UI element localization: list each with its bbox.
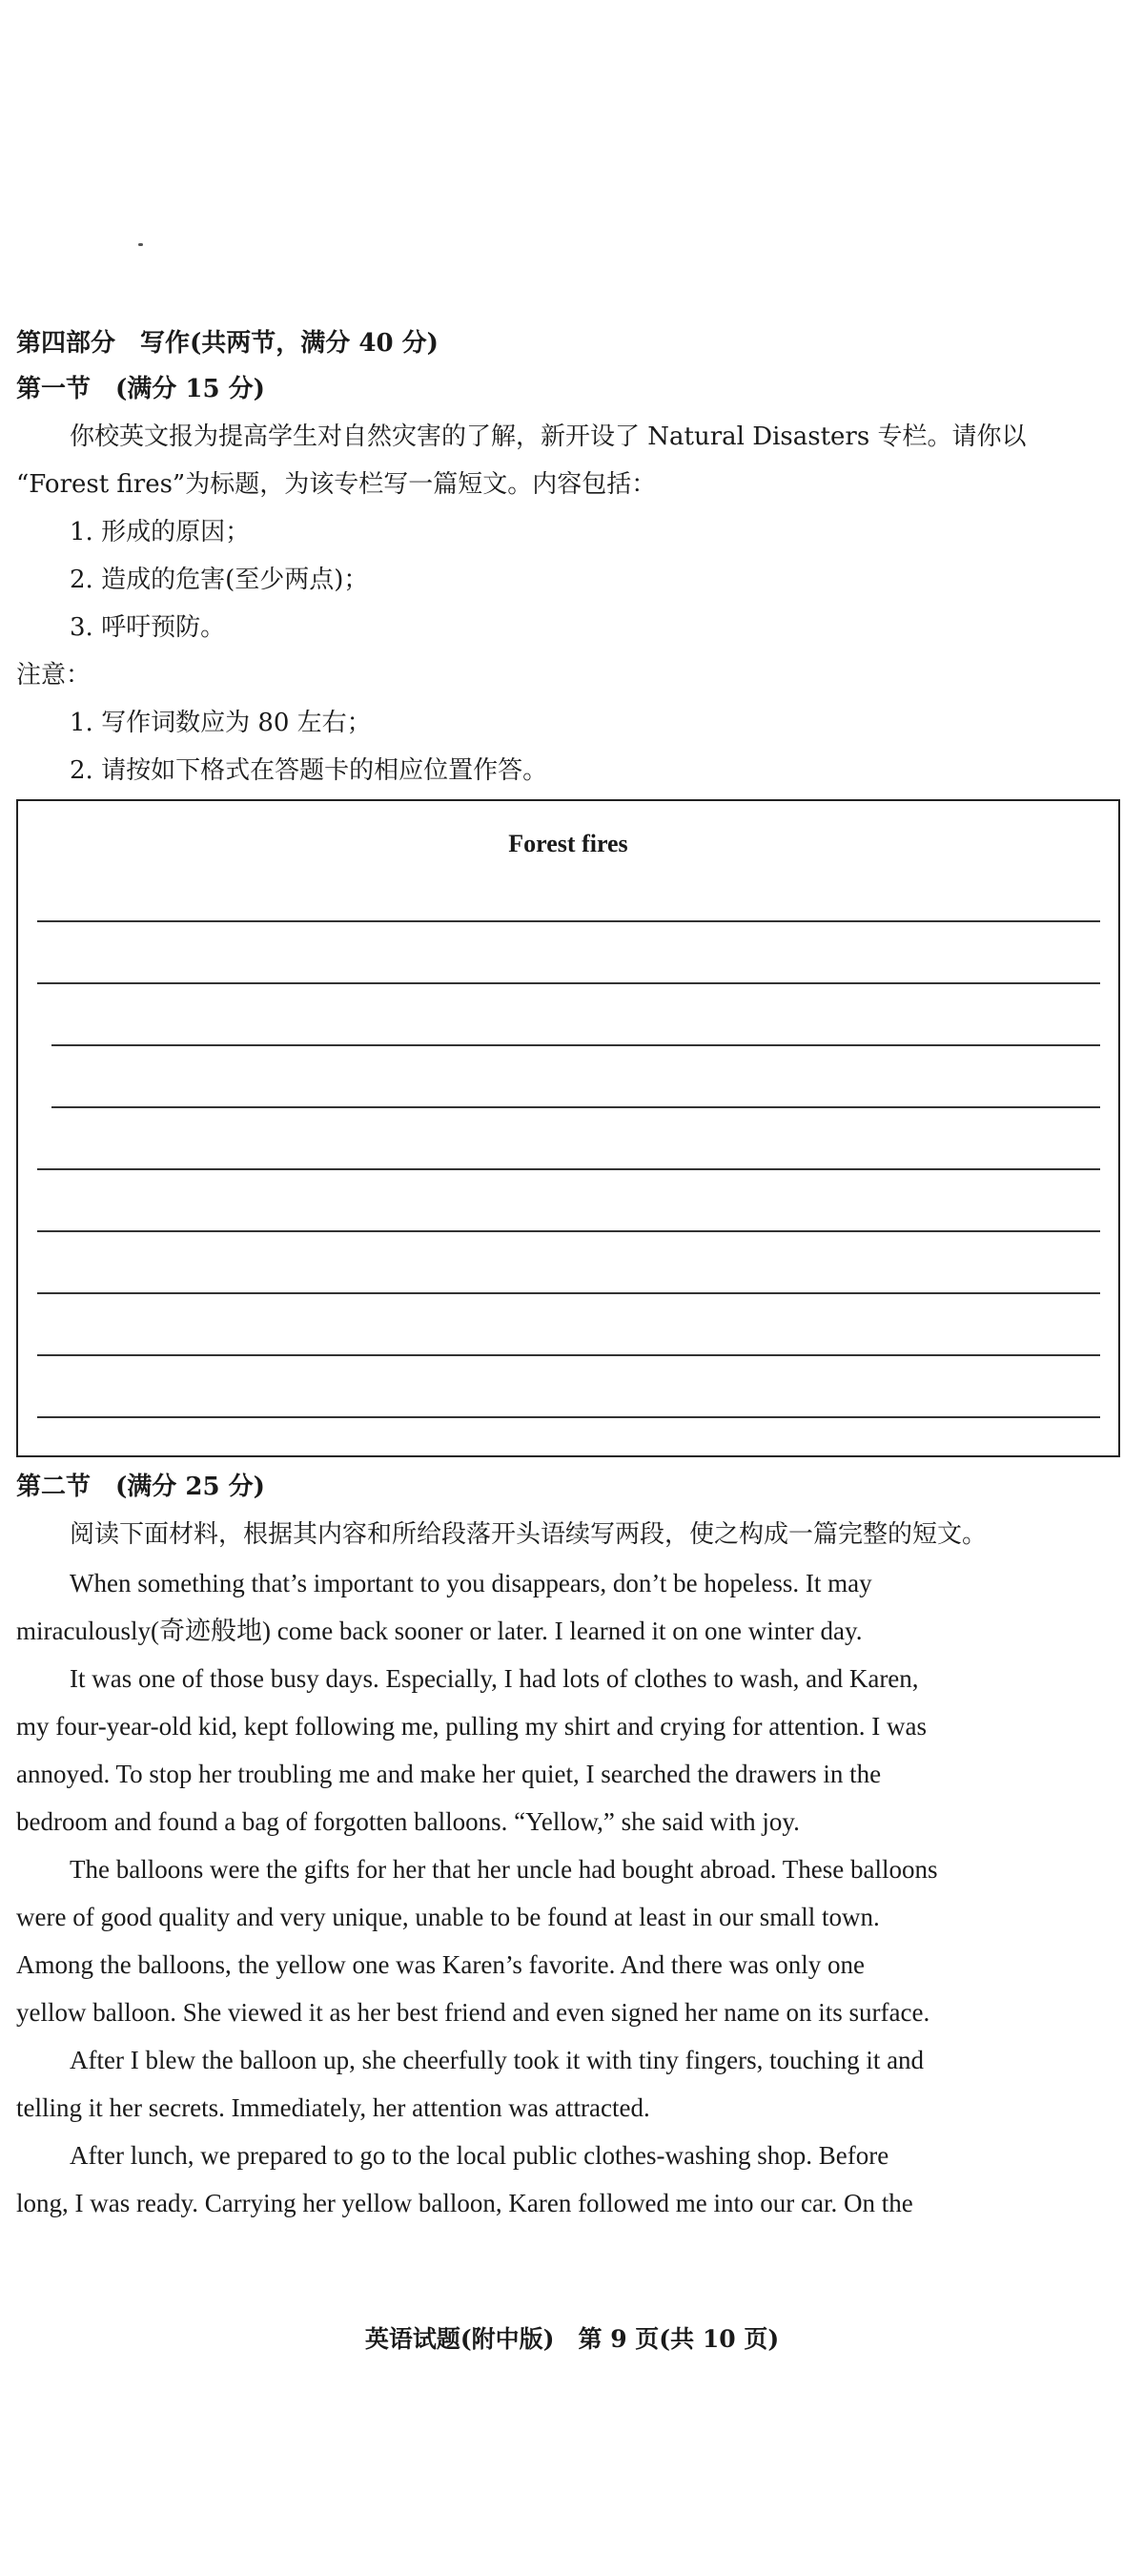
writing-line <box>37 1292 1100 1294</box>
prompt-line-2: “Forest fires”为标题，为该专栏写一篇短文。内容包括： <box>16 470 657 499</box>
part-heading: 第四部分 写作(共两节，满分 40 分) <box>16 329 439 358</box>
section2-instruction: 阅读下面材料，根据其内容和所给段落开头语续写两段，使之构成一篇完整的短文。 <box>70 1520 988 1549</box>
section1-heading: 第一节 (满分 15 分) <box>16 375 265 403</box>
scan-speck <box>138 243 143 246</box>
passage-line: were of good quality and very unique, unable to be found at least in our small town. <box>16 1903 880 1931</box>
passage-line: long, I was ready. Carrying her yellow balloon, Karen followed me into our car. On the <box>16 2189 913 2217</box>
writing-line <box>51 1044 1100 1046</box>
passage-line: telling it her secrets. Immediately, her attention was attracted. <box>16 2093 650 2122</box>
writing-line <box>37 1354 1100 1356</box>
answer-box <box>16 799 1120 1457</box>
passage-line: After lunch, we prepared to go to the local public clothes-washing shop. Before <box>70 2141 889 2170</box>
writing-line <box>37 1416 1100 1418</box>
passage-line: It was one of those busy days. Especially, I had lots of clothes to wash, and Karen, <box>70 1664 919 1693</box>
section2-heading: 第二节 (满分 25 分) <box>16 1473 265 1501</box>
content-item-1: 1. 形成的原因； <box>70 518 251 546</box>
passage-line: annoyed. To stop her troubling me and make her quiet, I searched the drawers in the <box>16 1760 882 1788</box>
prompt-line-1: 你校英文报为提高学生对自然灾害的了解，新开设了 Natural Disasters 专栏。请你以 <box>70 422 1027 451</box>
notice-2: 2. 请按如下格式在答题卡的相应位置作答。 <box>70 756 548 785</box>
notice-1: 1. 写作词数应为 80 左右； <box>70 709 372 737</box>
passage-line: After I blew the balloon up, she cheerfully took it with tiny fingers, touching it and <box>70 2046 925 2074</box>
answer-box-title: Forest fires <box>508 830 628 857</box>
writing-line <box>51 1106 1100 1108</box>
page-footer: 英语试题(附中版) 第 9 页(共 10 页) <box>364 2325 780 2353</box>
writing-line <box>37 982 1100 984</box>
passage-line: bedroom and found a bag of forgotten balloons. “Yellow,” she said with joy. <box>16 1807 800 1836</box>
writing-line <box>37 1230 1100 1232</box>
passage-line: When something that’s important to you disappears, don’t be hopeless. It may <box>70 1569 872 1597</box>
content-item-3: 3. 呼吁预防。 <box>70 613 226 642</box>
writing-line <box>37 920 1100 922</box>
passage-line: yellow balloon. She viewed it as her best friend and even signed her name on its surface. <box>16 1998 930 2027</box>
notice-label: 注意： <box>16 661 92 690</box>
writing-line <box>37 1168 1100 1170</box>
content-item-2: 2. 造成的危害(至少两点)； <box>70 566 369 594</box>
passage-line: miraculously(奇迹般地) come back sooner or later. I learned it on one winter day. <box>16 1617 863 1645</box>
passage-line: The balloons were the gifts for her that her uncle had bought abroad. These balloons <box>70 1855 938 1884</box>
passage-line: Among the balloons, the yellow one was Karen’s favorite. And there was only one <box>16 1950 866 1979</box>
passage-line: my four-year-old kid, kept following me, pulling my shirt and crying for attention. I was <box>16 1712 927 1741</box>
